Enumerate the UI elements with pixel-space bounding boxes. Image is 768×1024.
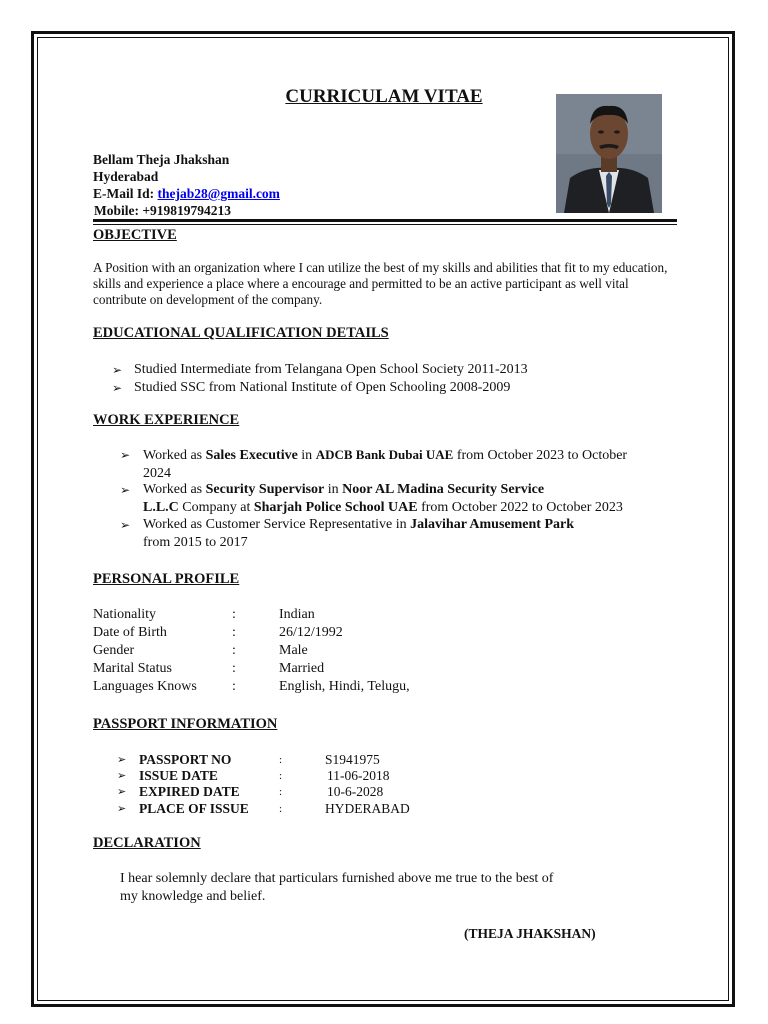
header-divider-thick [93,219,677,222]
personal-heading: PERSONAL PROFILE [93,571,240,587]
arrow-bullet-icon: ➢ [117,786,127,798]
email-line [93,186,280,202]
arrow-bullet-icon: ➢ [120,483,131,497]
objective-text: A Position with an organization where I can utilize the best of my skills and abilities that fit to my education, skills and experience a place where a encourage and permitted to be an active participant as well vital contribute on development of the company. [93,260,668,307]
mobile-line: Mobile: +919819794213 [94,203,232,218]
arrow-bullet-icon: ➢ [117,770,127,782]
declaration-text: I hear solemnly declare that particulars furnished above me true to the best of my knowledge and belief. [120,871,554,904]
declaration-heading: DECLARATION [93,835,201,851]
arrow-bullet-icon: ➢ [112,363,123,377]
objective-heading: OBJECTIVE [93,227,177,243]
education-heading: EDUCATIONAL QUALIFICATION DETAILS [93,325,389,341]
work-heading: WORK EXPERIENCE [93,412,240,428]
arrow-bullet-icon: ➢ [112,381,123,395]
email-link[interactable]: thejab28@gmail.com [157,186,280,201]
arrow-bullet-icon: ➢ [117,803,127,815]
arrow-bullet-icon: ➢ [117,754,127,766]
profile-photo [556,94,662,213]
passport-heading: PASSPORT INFORMATION [93,716,278,732]
arrow-bullet-icon: ➢ [120,448,131,462]
document-title: CURRICULAM VITAE [285,86,483,107]
candidate-name: Bellam Theja Jhakshan [93,152,230,167]
signature-name: (THEJA JHAKSHAN) [464,926,596,941]
header-divider-thin [93,224,677,225]
arrow-bullet-icon: ➢ [120,518,131,532]
email-label: E-Mail Id: [93,186,155,201]
candidate-city: Hyderabad [93,169,159,184]
